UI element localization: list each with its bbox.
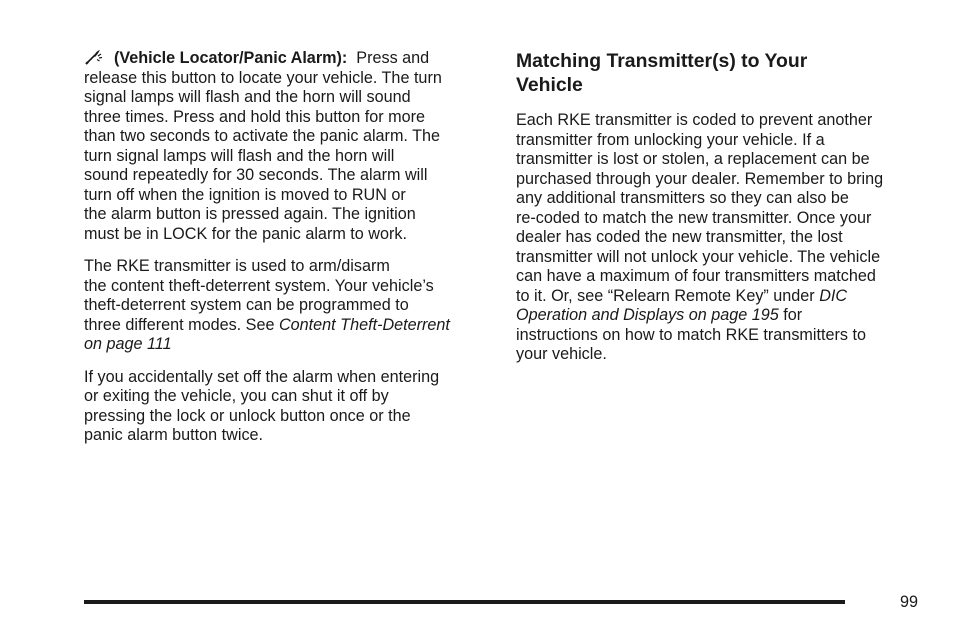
heading-line: Matching Transmitter(s) to Your [516, 50, 808, 72]
panic-alarm-line: than two seconds to activate the panic alarm. The [84, 127, 441, 145]
body-line: transmitter will not unlock your vehicle. The vehicle [516, 247, 881, 266]
left-column [84, 49, 492, 459]
panic-alarm-title: (Vehicle Locator/Panic Alarm): [114, 49, 348, 67]
accident-line: If you accidentally set off the alarm when entering [84, 367, 440, 386]
rke-theft-deterrent-paragraph [84, 257, 492, 355]
rke-line [84, 316, 492, 336]
body-line [516, 287, 918, 307]
panic-alarm-paragraph [84, 49, 492, 244]
body-line: any additional transmitters so they can also be [516, 189, 849, 207]
body-line: your vehicle. [516, 345, 607, 363]
panic-alarm-line: the alarm button is pressed again. The ignition [84, 205, 416, 223]
horn-icon [84, 49, 104, 65]
body-line: transmitter from unlocking your vehicle. If a [516, 130, 825, 149]
accident-line: or exiting the vehicle, you can shut it off by [84, 387, 389, 405]
content-theft-deterrent-reference: Content Theft-Deterrent [278, 315, 450, 334]
panic-alarm-line: sound repeatedly for 30 seconds. The alarm will [84, 166, 428, 184]
panic-alarm-line: turn off when the ignition is moved to RUN or [84, 185, 406, 204]
rke-line: The RKE transmitter is used to arm/disarm [84, 257, 390, 275]
accident-line: panic alarm button twice. [84, 426, 264, 444]
matching-transmitters-paragraph [516, 111, 918, 365]
section-heading [516, 49, 918, 97]
page-number: 99 [899, 593, 918, 611]
body-line: Each RKE transmitter is coded to prevent another [516, 111, 873, 129]
body-line [516, 306, 918, 326]
rke-line-plain: three different modes. See [84, 315, 279, 334]
footer-rule [84, 600, 845, 604]
panic-alarm-line: three times. Press and hold this button for more [84, 107, 426, 126]
panic-alarm-first-line [84, 49, 492, 69]
dic-page-reference: Operation and Displays on page 195 [516, 306, 779, 324]
accidental-alarm-paragraph [84, 368, 492, 446]
accident-line: pressing the lock or unlock button once or the [84, 406, 411, 425]
dic-reference: DIC [819, 286, 848, 305]
body-line: can have a maximum of four transmitters matched [516, 267, 876, 285]
rke-line: the content theft-deterrent system. Your vehicle’s [84, 276, 434, 295]
panic-alarm-line: release this button to locate your vehicle. The turn [84, 68, 442, 87]
heading-line: Vehicle [516, 74, 583, 96]
body-line: purchased through your dealer. Remember to bring [516, 169, 884, 188]
body-line: dealer has coded the new transmitter, the lost [516, 228, 843, 246]
panic-alarm-line: signal lamps will flash and the horn will sound [84, 88, 411, 106]
panic-alarm-first-line-rest: Press and [356, 49, 430, 67]
body-line-plain: for [778, 306, 803, 324]
body-line: transmitter is lost or stolen, a replacement can be [516, 150, 870, 168]
right-column [516, 49, 918, 365]
body-line-plain: to it. Or, see “Relearn Remote Key” under [516, 286, 820, 305]
body-line: instructions on how to match RKE transmitters to [516, 325, 866, 344]
page-reference: on page 111 [84, 335, 172, 353]
rke-line: theft-deterrent system can be programmed to [84, 296, 409, 314]
body-line: re-coded to match the new transmitter. Once your [516, 208, 872, 227]
panic-alarm-line: turn signal lamps will flash and the horn will [84, 146, 395, 165]
panic-alarm-line: must be in LOCK for the panic alarm to work. [84, 224, 407, 243]
